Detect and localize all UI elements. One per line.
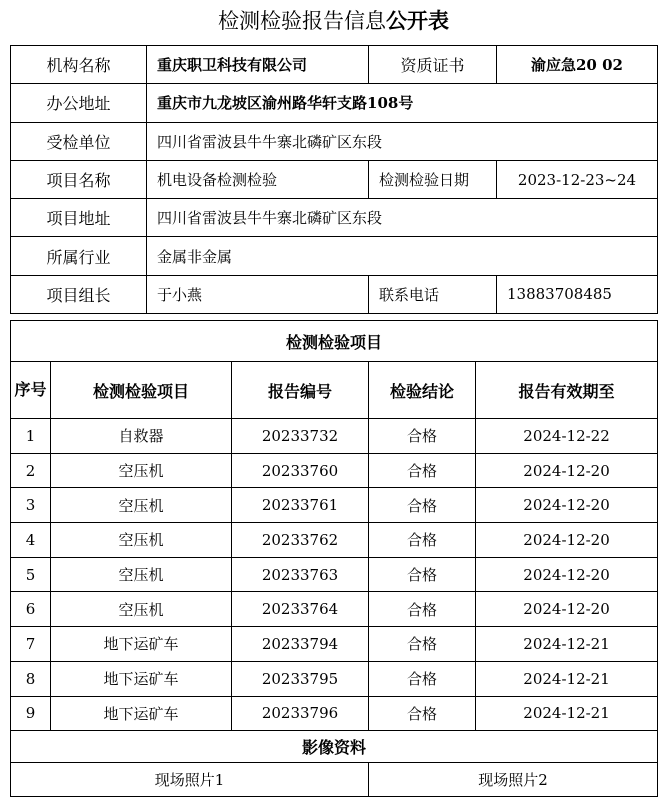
row-valid-until: 2024-12-21 [476,696,658,731]
row-report-no: 20233732 [232,419,369,454]
page-title [0,6,667,36]
title-main: 检测检验报告信息 [218,9,386,33]
date-label: 检测检验日期 [369,160,497,198]
info-row-projaddr [11,199,658,237]
phone-value: 13883708485 [497,275,658,313]
info-row-addr [11,84,658,122]
images-section-title: 影像资料 [11,731,658,763]
table-row [11,523,658,558]
row-valid-until: 2024-12-20 [476,557,658,592]
table-row [11,627,658,662]
row-report-no: 20233763 [232,557,369,592]
row-item: 空压机 [51,488,232,523]
table-row [11,696,658,731]
row-result: 合格 [369,592,476,627]
table-row [11,488,658,523]
date-value: 2023-12-23~24 [497,160,658,198]
row-seq: 8 [11,661,51,696]
row-seq: 1 [11,419,51,454]
header-seq: 序号 [11,362,51,419]
table-row [11,661,658,696]
org-value: 重庆职卫科技有限公司 [147,46,369,84]
row-result: 合格 [369,696,476,731]
row-report-no: 20233761 [232,488,369,523]
row-item: 地下运矿车 [51,696,232,731]
row-seq: 7 [11,627,51,662]
row-report-no: 20233794 [232,627,369,662]
project-value: 机电设备检测检验 [147,160,369,198]
row-valid-until: 2024-12-21 [476,627,658,662]
row-report-no: 20233764 [232,592,369,627]
info-row-client [11,122,658,160]
leader-label: 项目组长 [11,275,147,313]
project-label: 项目名称 [11,160,147,198]
table-row [11,592,658,627]
row-result: 合格 [369,557,476,592]
row-valid-until: 2024-12-20 [476,453,658,488]
row-result: 合格 [369,523,476,558]
row-result: 合格 [369,453,476,488]
row-report-no: 20233796 [232,696,369,731]
row-report-no: 20233795 [232,661,369,696]
items-table [10,320,658,797]
row-seq: 2 [11,453,51,488]
client-label: 受检单位 [11,122,147,160]
items-section-row [11,321,658,362]
projaddr-label: 项目地址 [11,199,147,237]
info-table [10,45,658,314]
table-row [11,419,658,454]
photo-1-link[interactable]: 现场照片1 [11,763,369,797]
header-valid-until: 报告有效期至 [476,362,658,419]
row-seq: 5 [11,557,51,592]
row-result: 合格 [369,488,476,523]
industry-label: 所属行业 [11,237,147,275]
row-valid-until: 2024-12-20 [476,523,658,558]
row-seq: 3 [11,488,51,523]
row-valid-until: 2024-12-22 [476,419,658,454]
row-item: 空压机 [51,453,232,488]
row-item: 地下运矿车 [51,661,232,696]
row-seq: 9 [11,696,51,731]
items-header-row [11,362,658,419]
row-result: 合格 [369,661,476,696]
qual-label: 资质证书 [369,46,497,84]
industry-value: 金属非金属 [147,237,658,275]
row-valid-until: 2024-12-20 [476,488,658,523]
projaddr-value: 四川省雷波县牛牛寨北磷矿区东段 [147,199,658,237]
addr-value: 重庆市九龙坡区渝州路华轩支路108号 [147,84,658,122]
phone-label: 联系电话 [369,275,497,313]
row-seq: 4 [11,523,51,558]
table-row [11,453,658,488]
header-item: 检测检验项目 [51,362,232,419]
row-report-no: 20233760 [232,453,369,488]
info-row-industry [11,237,658,275]
info-row-leader [11,275,658,313]
leader-value: 于小燕 [147,275,369,313]
photo-2-link[interactable]: 现场照片2 [369,763,658,797]
qual-value: 渝应急20 02 [497,46,658,84]
items-section-title: 检测检验项目 [11,321,658,362]
org-label: 机构名称 [11,46,147,84]
row-seq: 6 [11,592,51,627]
info-row-org [11,46,658,84]
row-report-no: 20233762 [232,523,369,558]
row-valid-until: 2024-12-21 [476,661,658,696]
row-item: 空压机 [51,557,232,592]
photo-row [11,763,658,797]
info-row-project [11,160,658,198]
row-item: 空压机 [51,523,232,558]
images-section-row [11,731,658,763]
row-item: 地下运矿车 [51,627,232,662]
row-item: 空压机 [51,592,232,627]
header-report-no: 报告编号 [232,362,369,419]
addr-label: 办公地址 [11,84,147,122]
table-row [11,557,658,592]
title-bold: 公开表 [386,8,449,33]
row-item: 自救器 [51,419,232,454]
row-valid-until: 2024-12-20 [476,592,658,627]
row-result: 合格 [369,627,476,662]
client-value: 四川省雷波县牛牛寨北磷矿区东段 [147,122,658,160]
header-result: 检验结论 [369,362,476,419]
row-result: 合格 [369,419,476,454]
